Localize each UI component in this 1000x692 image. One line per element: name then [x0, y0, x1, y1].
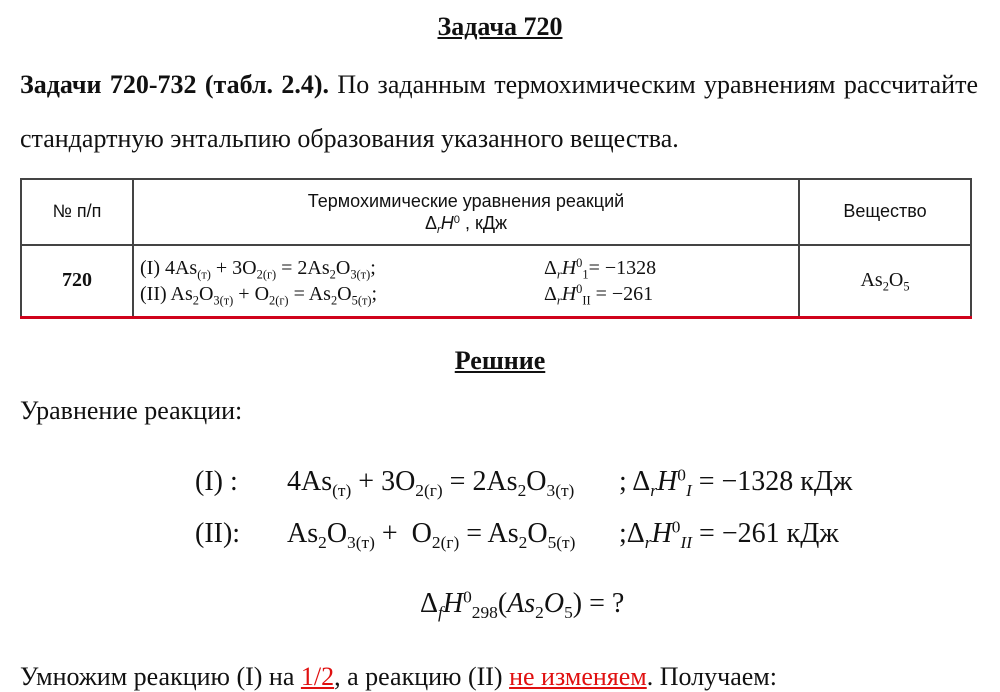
problem-range: Задачи 720-732 (табл. 2.4). [20, 70, 330, 99]
solution-title: Решние [454, 346, 546, 375]
header-unit: , кДж [464, 212, 508, 233]
equation-1-value: = −1328 кДж [698, 466, 853, 497]
final-fraction: 1/2 [300, 662, 335, 691]
table-header-row [21, 179, 971, 245]
row-equation-1: (I) $4As_{(т)} + 3O_{2(г)} = 2As_2O_{3(т)}$; $\Delta_rH^0_1= -1328$ [140, 256, 657, 282]
row-eq1-value: = −1328 [588, 256, 657, 279]
equation-1-label: (I) : [195, 466, 238, 497]
header-equations [133, 179, 799, 245]
equation-1-reaction: $4As_{(т)} + 3O_{2(г)} = 2As_2O_{3(т)}$ [287, 466, 575, 501]
red-rule [20, 316, 972, 319]
header-equations-line1: Термохимические уравнения реакций [307, 190, 625, 211]
row-substance: $As_2O_5$ [799, 245, 971, 317]
equation-1-enthalpy: ; $\Delta_rH^0_I = -1328$ кДж [619, 465, 853, 501]
header-num: № п/п [21, 179, 133, 245]
table-row [21, 245, 971, 317]
final-text-3: . Получаем: [646, 662, 777, 691]
next-step-text [20, 662, 777, 692]
equation-2-label: (II): [195, 518, 241, 549]
row-equation-2: (II) $As_2O_{3(т)} + O_{2(г)} = As_2O_{5(т)}$; $\Delta_rH^0_{II} = -261$ [140, 282, 654, 308]
final-red-phrase: не изменяем [509, 662, 647, 691]
target-quantity: $\Delta_fH^0_{298}(As_2O_5)$ = ? [420, 587, 625, 623]
problem-text: По заданным термохимическим уравнениям рассчитайте стандартную энтальпию образования указанного вещества. [20, 70, 978, 153]
equation-2-enthalpy: $;\Delta_rH^0_{II} = -261$ кДж [619, 517, 839, 553]
final-text-1: Умножим реакцию (I) на [20, 662, 301, 691]
header-substance: Вещество [799, 179, 971, 245]
row-num: 720 [21, 245, 133, 317]
solution-label: Уравнение реакции: [20, 396, 243, 425]
equation-2-reaction: $As_2O_{3(т)} + O_{2(г)} = As_2O_{5(т)}$ [287, 518, 576, 553]
problem-statement [20, 58, 978, 166]
target-question: = ? [589, 588, 625, 619]
equation-2-value: = −261 кДж [699, 518, 839, 549]
data-table [20, 178, 972, 318]
row-equations [133, 245, 799, 317]
final-text-2: , а реакцию (II) [334, 662, 510, 691]
row-eq2-value: = −261 [590, 282, 654, 305]
header-equations-line2: $\Delta_rH^0$ , кДж [424, 212, 508, 236]
page-title: Задача 720 [437, 12, 563, 41]
